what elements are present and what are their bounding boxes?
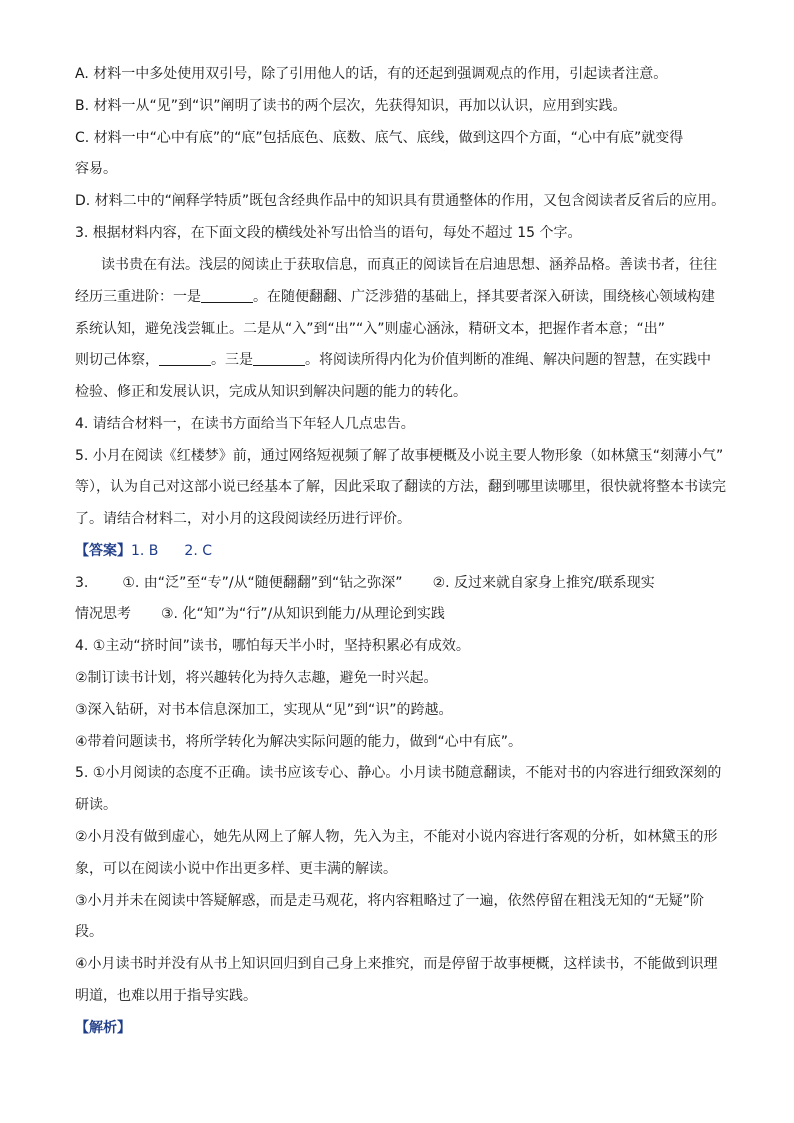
question-5-cont: 了。请结合材料二，对小月的这段阅读经历进行评价。 [75, 511, 411, 527]
passage-line-2 [75, 287, 715, 307]
analysis-tag: 【解析】 [75, 1020, 131, 1036]
passage-text: 则切己体察， [75, 352, 159, 368]
answer-4-3: ③深入钻研，对书本信息深加工，实现从“见”到“识”的跨越。 [75, 702, 453, 718]
answer-3-cont: 情况思考 [75, 606, 131, 622]
passage-text: 经历三重进阶：一是 [75, 289, 201, 305]
analysis-header [75, 1018, 131, 1038]
option-c-cont: 容易。 [75, 161, 117, 177]
answer-3-part-3: ③. 化“知”为“行”/从知识到能力/从理论到实践 [161, 606, 445, 622]
answer-4-4: ④带着问题读书，将所学转化为解决实际问题的能力，做到“心中有底”。 [75, 734, 523, 750]
option-c: C. 材料一中“心中有底”的“底”包括底色、底数、底气、底线，做到这四个方面，“心中有底”就变得 [75, 130, 684, 146]
answer-3-num: 3. [75, 575, 89, 591]
question-4: 4. 请结合材料一，在读书方面给当下年轻人几点忠告。 [75, 416, 415, 432]
passage-line-5: 检验、修正和发展认识，完成从知识到解决问题的能力的转化。 [75, 384, 467, 400]
answer-5-1: 5. ①小月阅读的态度不正确。读书应该专心、静心。小月读书随意翻读，不能对书的内容进行细致深刻的 [75, 765, 722, 781]
question-5: 5. 小月在阅读《红楼梦》前，通过网络短视频了解了故事梗概及小说主要人物形象（如林黛玉“刻薄小气” [75, 448, 724, 464]
answer-5-2-cont: 象，可以在阅读小说中作出更多样、更丰满的解读。 [75, 861, 397, 877]
answer-5-3-cont: 段。 [75, 924, 103, 940]
passage-text: 。将阅读所得内化为价值判断的准绳、解决问题的智慧，在实践中 [305, 352, 711, 368]
passage-text: 。在随便翻翻、广泛涉猎的基础上，择其要者深入研读，围绕核心领域构建 [253, 289, 715, 305]
answer-1: 1. B [131, 543, 159, 559]
answer-4-2: ②制订读书计划，将兴趣转化为持久志趣，避免一时兴起。 [75, 670, 438, 686]
fill-blank-2[interactable] [159, 351, 211, 366]
passage-text: 。三是 [211, 352, 253, 368]
fill-blank-1[interactable] [201, 288, 253, 303]
option-b: B. 材料一从“见”到“识”阐明了读书的两个层次，先获得知识，再加以认识，应用到实践。 [75, 98, 627, 114]
answer-2: 2. C [184, 543, 213, 559]
answer-tag: 【答案】 [75, 543, 131, 559]
answer-5-3: ③小月并未在阅读中答疑解惑，而是走马观花，将内容粗略过了一遍，依然停留在粗浅无知的“无疑”阶 [75, 893, 705, 909]
answer-5-1-cont: 研读。 [75, 797, 117, 813]
answer-5-4: ④小月读书时并没有从书上知识回归到自己身上来推究，而是停留于故事梗概，这样读书，不能做到识理 [75, 956, 718, 972]
answer-3-line [75, 573, 655, 593]
question-5-cont: 等），认为自己对这部小说已经基本了解，因此采取了翻读的方法，翻到哪里读哪里，很快就将整本书读完 [75, 479, 726, 495]
answer-4-1: 4. ①主动“挤时间”读书，哪怕每天半小时，坚持积累必有成效。 [75, 638, 470, 654]
question-3: 3. 根据材料内容，在下面文段的横线处补写出恰当的语句，每处不超过 15 个字。 [75, 225, 582, 241]
answer-3-line-2 [75, 604, 445, 624]
answer-header [75, 541, 212, 561]
option-a: A. 材料一中多处使用双引号，除了引用他人的话，有的还起到强调观点的作用，引起读者注意。 [75, 66, 668, 82]
passage-line-4 [75, 350, 711, 370]
passage-line-1: 读书贵在有法。浅层的阅读止于获取信息，而真正的阅读旨在启迪思想、涵养品格。善读书者，往往 [101, 257, 717, 273]
answer-5-4-cont: 明道，也难以用于指导实践。 [75, 988, 257, 1004]
answer-3-part-2: ②. 反过来就自家身上推究/联系现实 [432, 575, 655, 591]
answer-5-2: ②小月没有做到虚心，她先从网上了解人物，先入为主，不能对小说内容进行客观的分析，如林黛玉的形 [75, 829, 718, 845]
passage-line-3: 系统认知，避免浅尝辄止。二是从“入”到“出”“入”则虚心涵泳，精研文本，把握作者本意；“出” [75, 321, 666, 337]
fill-blank-3[interactable] [253, 351, 305, 366]
option-d: D. 材料二中的“阐释学特质”既包含经典作品中的知识具有贯通整体的作用，又包含阅读者反省后的应用。 [75, 193, 726, 209]
answer-3-part-1: ①. 由“泛”至“专”/从“随便翻翻”到“钻之弥深” [122, 575, 403, 591]
